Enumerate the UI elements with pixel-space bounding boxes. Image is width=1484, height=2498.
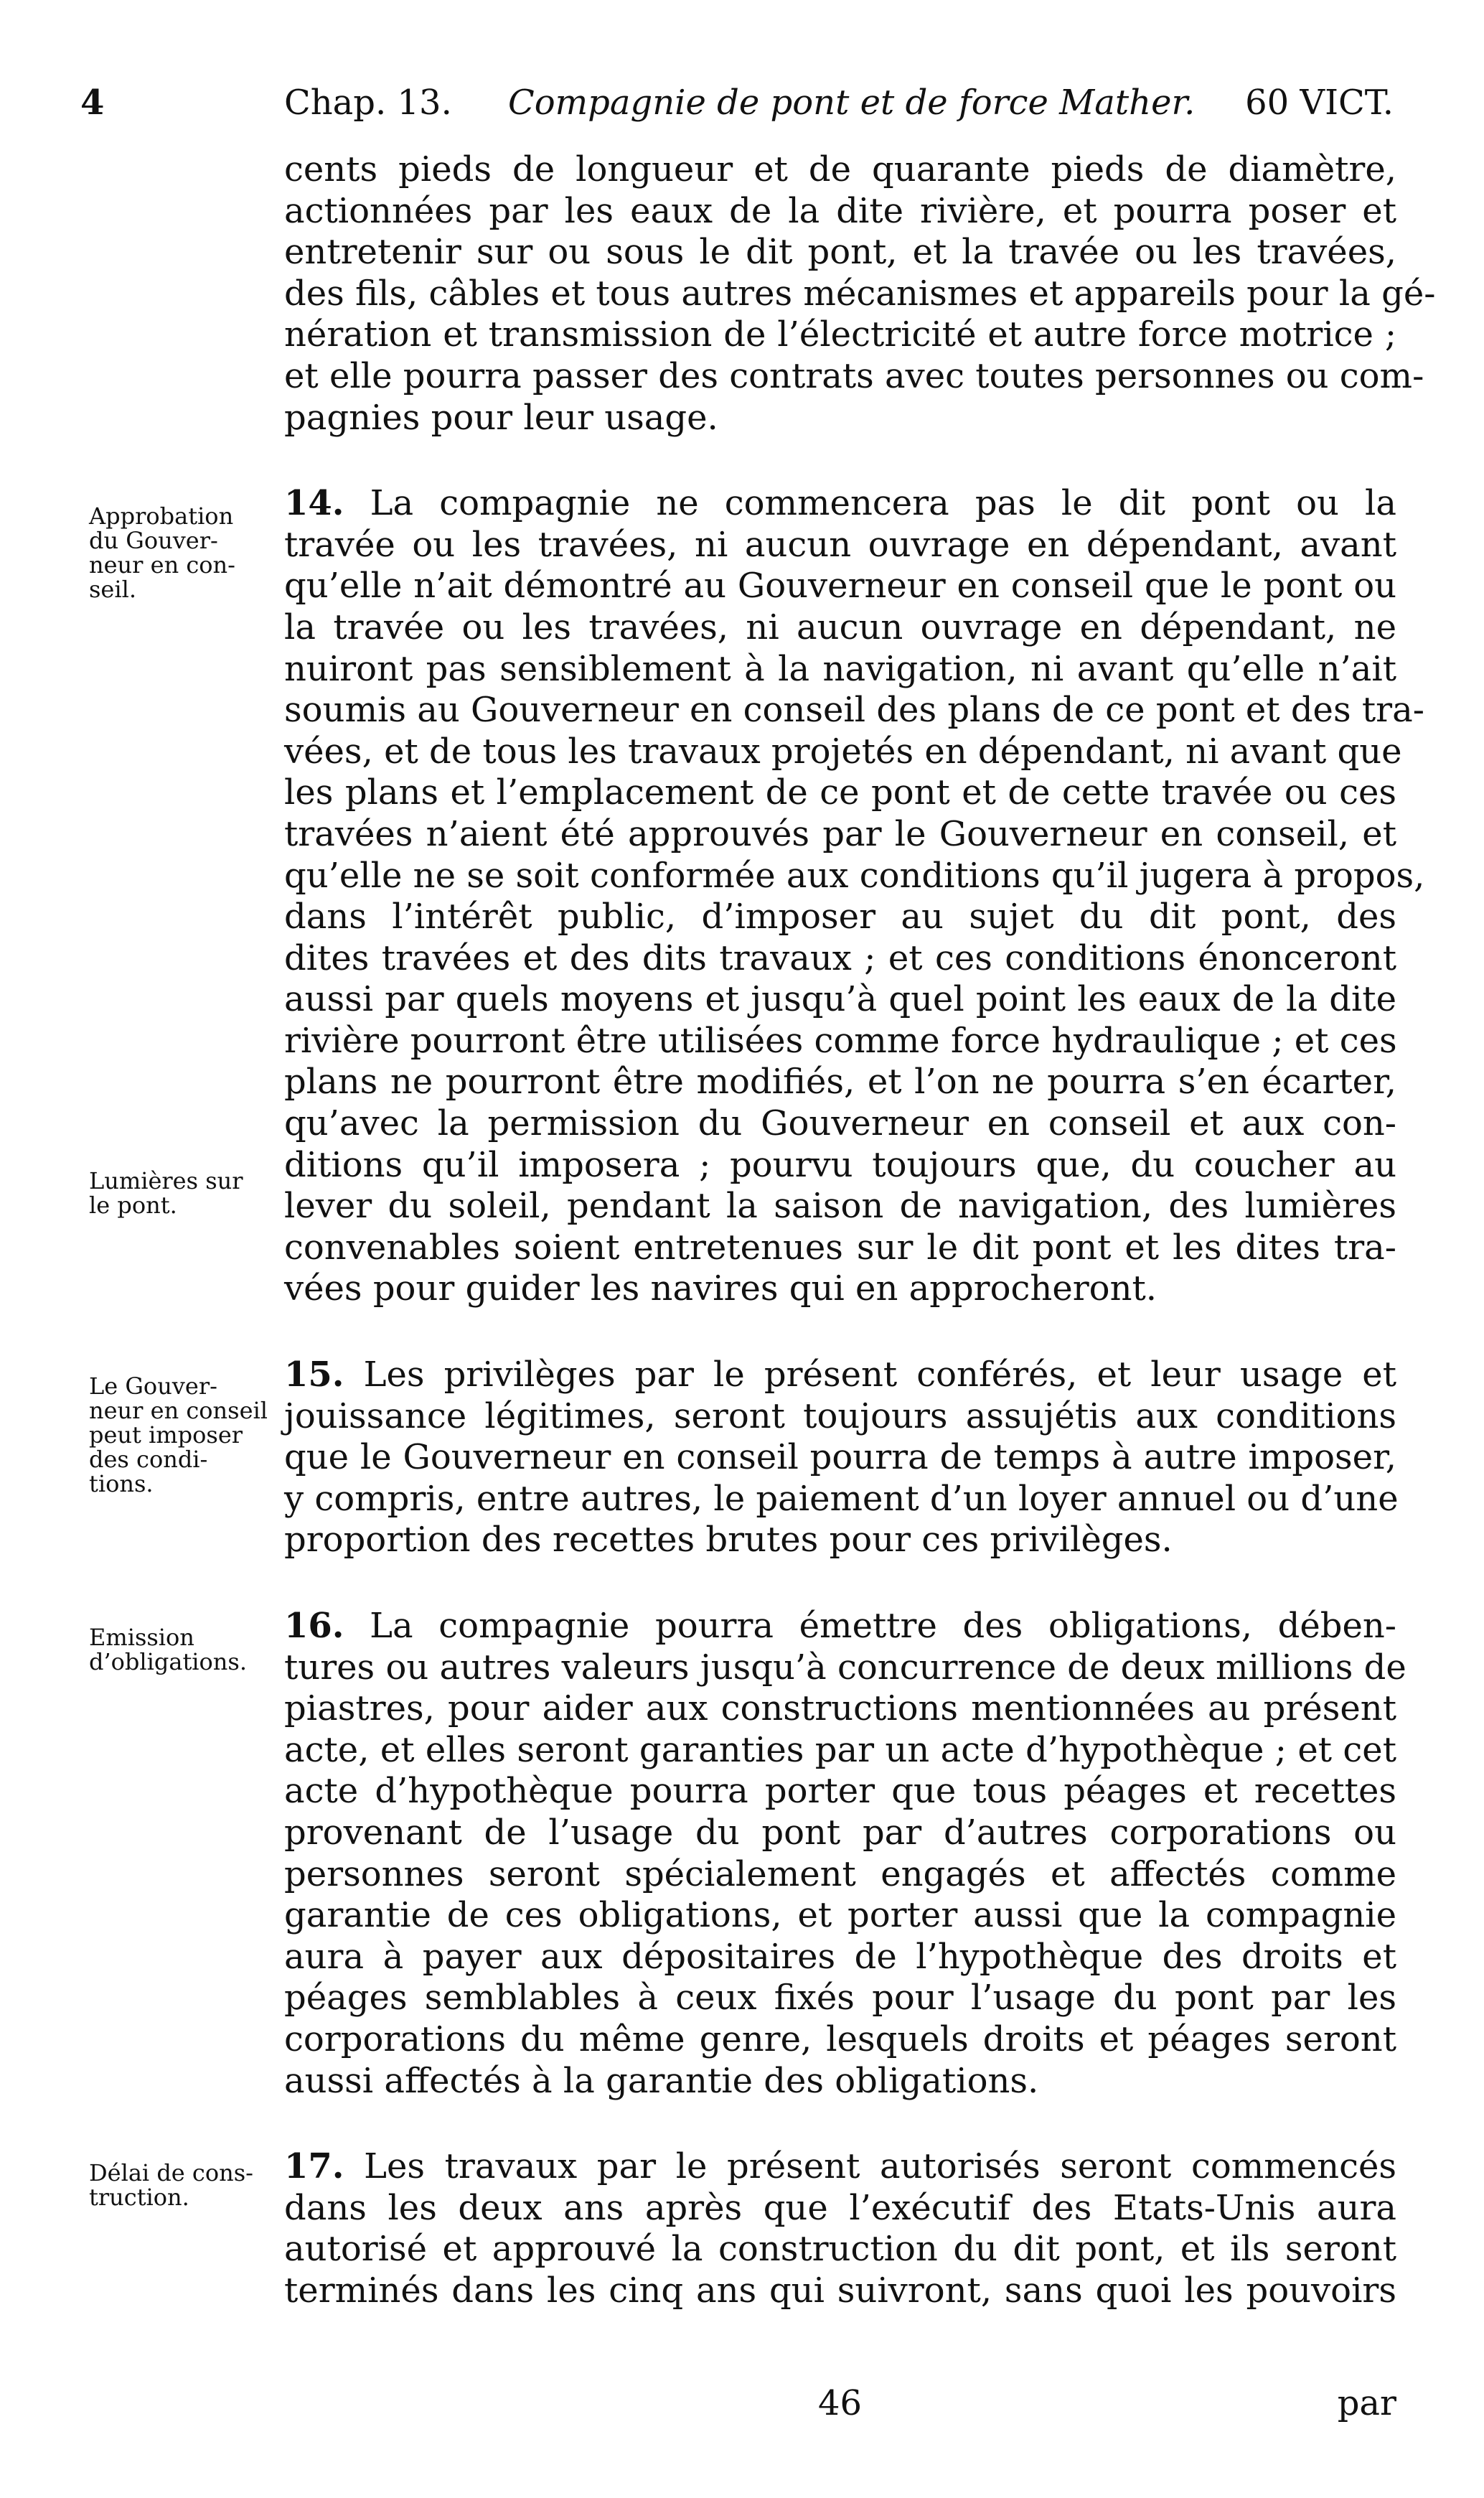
text-line: soumis au Gouverneur en conseil des plans de ce pont et des tra- [284,690,1424,731]
text-line: les plans et l’emplacement de ce pont et de cette travée ou ces [284,772,1396,813]
text-line: péages semblables à ceux fixés pour l’usage du pont par les [284,1978,1396,2018]
text-line: lever du soleil, pendant la saison de navigation, des lumières [284,1186,1396,1227]
text-line: rivière pourront être utilisées comme force hydraulique ; et ces [284,1020,1397,1061]
text-line: y compris, entre autres, le paiement d’un loyer annuel ou d’une [284,1478,1399,1519]
margin-note-line: Emission [89,1624,194,1651]
margin-note-line: truction. [89,2184,189,2211]
text-line: la travée ou les travées, ni aucun ouvrage en dépendant, ne [284,607,1396,647]
text-line: actionnées par les eaux de la dite rivière, et pourra poser et [284,190,1396,231]
text-line: corporations du même genre, lesquels droits et péages seront [284,2018,1396,2059]
margin-note-line: Le Gouver- [89,1372,217,1400]
body-text [284,149,1436,2312]
text-line: et elle pourra passer des contrats avec toutes personnes ou com- [284,355,1424,396]
margin-note-line: d’obligations. [89,1648,247,1675]
margin-note-approbation [89,504,283,602]
text-line: pagnies pour leur usage. [284,397,718,438]
page-number: 4 [80,83,105,123]
text-line: vées pour guider les navires qui en approcheront. [284,1268,1157,1309]
text-line: vées, et de tous les travaux projetés en dépendant, ni avant que [284,731,1402,772]
text-line: aussi par quels moyens et jusqu’à quel point les eaux de la dite [284,979,1396,1020]
text-line: La compagnie ne commencera pas le dit pont ou la [370,483,1396,524]
text-line: dans les deux ans après que l’exécutif des Etats-Unis aura [284,2187,1396,2228]
text-line: travée ou les travées, ni aucun ouvrage en dépendant, avant [284,524,1396,565]
text-line: dans l’intérêt public, d’imposer au sujet du dit pont, des [284,897,1396,937]
text-line: que le Gouverneur en conseil pourra de temps à autre imposer, [284,1437,1396,1478]
text-line: Les travaux par le présent autorisés seront commencés [364,2146,1397,2187]
text-line: Les privilèges par le présent conférés, et leur usage et [363,1355,1396,1395]
text-line: nération et transmission de l’électricité et autre force motrice ; [284,314,1396,355]
text-line: dites travées et des dits travaux ; et ces conditions énonceront [284,937,1396,978]
text-line: tures ou autres valeurs jusqu’à concurrence de deux millions de [284,1647,1406,1688]
text-line: terminés dans les cinq ans qui suivront, sans quoi les pouvoirs [284,2270,1396,2311]
margin-note-emission [89,1625,283,1674]
margin-note-line: Approbation [89,502,234,530]
text-line: acte, et elles seront garanties par un acte d’hypothèque ; et cet [284,1729,1396,1770]
margin-note-line: peut imposer [89,1421,243,1449]
text-line: plans ne pourront être modifiés, et l’on ne pourra s’en écarter, [284,1062,1396,1103]
margin-note-line: des condi- [89,1446,208,1473]
text-line: La compagnie pourra émettre des obligations, dében- [370,1606,1396,1646]
continued-paragraph [284,149,1436,439]
section-number: 17. [284,2146,344,2187]
text-line: aussi affectés à la garantie des obligations. [284,2060,1039,2101]
text-line: piastres, pour aider aux constructions mentionnées au présent [284,1688,1396,1729]
section-14 [284,483,1425,1310]
text-line: des fils, câbles et tous autres mécanismes et appareils pour la gé- [284,273,1436,314]
margin-note-delai [89,2161,283,2209]
text-line: jouissance légitimes, seront toujours assujétis aux conditions [284,1395,1396,1436]
text-line: cents pieds de longueur et de quarante pieds de diamètre, [284,149,1396,190]
running-header [80,78,1394,128]
text-line: qu’elle ne se soit conformée aux conditions qu’il jugera à propos, [284,855,1425,896]
chapter-label: Chap. 13. [284,83,452,123]
margin-note-lumieres [89,1169,283,1217]
margin-note-line: seil. [89,576,136,603]
margin-note-line: neur en conseil [89,1397,268,1424]
text-line: provenant de l’usage du pont par d’autres corporations ou [284,1812,1396,1853]
margin-note-line: Délai de cons- [89,2159,253,2186]
margin-note-line: Lumières sur [89,1167,243,1194]
section-number: 15. [284,1355,344,1395]
text-line: proportion des recettes brutes pour ces privilèges. [284,1520,1173,1561]
text-line: garantie de ces obligations, et porter aussi que la compagnie [284,1895,1396,1936]
section-15 [284,1355,1399,1561]
text-line: ditions qu’il imposera ; pourvu toujours que, du coucher au [284,1144,1396,1185]
text-line: entretenir sur ou sous le dit pont, et la travée ou les travées, [284,232,1396,273]
folio-number: 46 [818,2383,863,2423]
catchword: par [1337,2383,1396,2423]
text-line: convenables soient entretenues sur le dit pont et les dites tra- [284,1227,1396,1268]
section-16 [284,1606,1406,2102]
page-footer [284,2382,1396,2425]
text-line: qu’avec la permission du Gouverneur en conseil et aux con- [284,1103,1396,1144]
text-line: travées n’aient été approuvés par le Gouverneur en conseil, et [284,813,1396,854]
margin-note-line: du Gouver- [89,527,218,554]
margin-note-line: neur en con- [89,551,235,579]
margin-note-line: tions. [89,1470,154,1497]
text-line: aura à payer aux dépositaires de l’hypothèque des droits et [284,1936,1396,1977]
regnal-year: 60 VICT. [1245,83,1394,123]
margin-note-gouverneur [89,1374,283,1496]
section-17 [284,2146,1396,2311]
text-line: nuiront pas sensiblement à la navigation, ni avant qu’elle n’ait [284,648,1396,689]
margin-note-line: le pont. [89,1192,177,1219]
section-number: 14. [284,483,344,524]
section-number: 16. [284,1606,344,1646]
text-line: personnes seront spécialement engagés et affectés comme [284,1853,1396,1894]
text-line: autorisé et approuvé la construction du dit pont, et ils seront [284,2229,1396,2270]
act-title: Compagnie de pont et de force Mather. [508,83,1196,123]
text-line: qu’elle n’ait démontré au Gouverneur en conseil que le pont ou [284,566,1396,607]
text-line: acte d’hypothèque pourra porter que tous péages et recettes [284,1771,1396,1812]
